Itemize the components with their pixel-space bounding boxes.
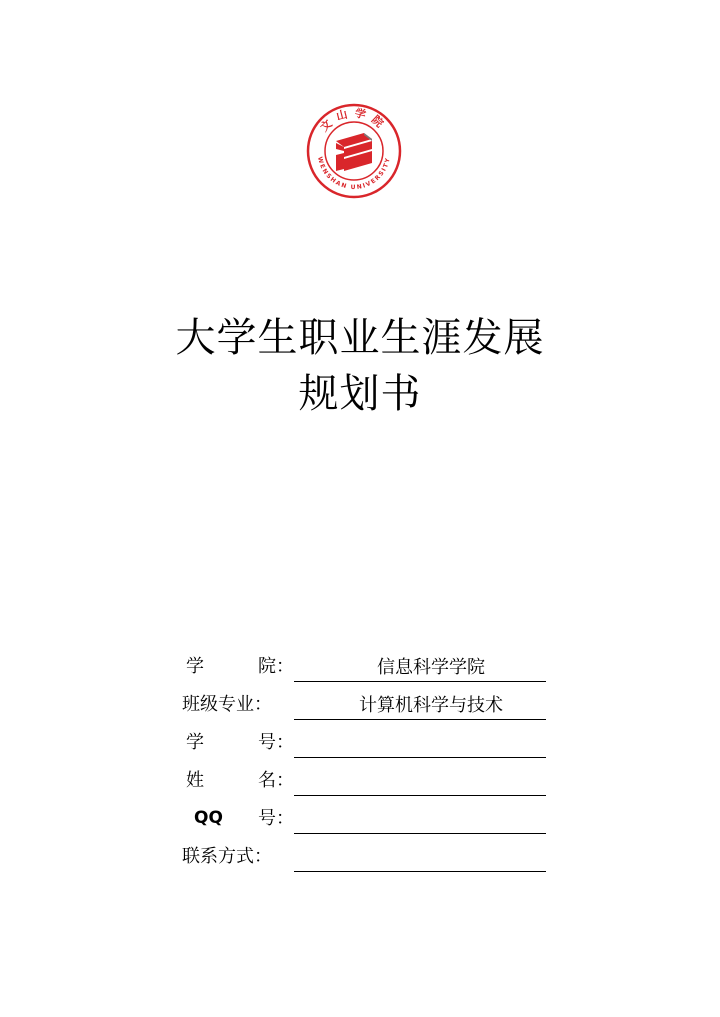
contact-field[interactable]: [294, 844, 546, 872]
name-field[interactable]: [294, 768, 546, 796]
form-label: [182, 810, 294, 828]
label-part-b: 院: [258, 656, 276, 677]
svg-text:WENSHAN UNIVERSITY: WENSHAN UNIVERSITY: [316, 156, 392, 191]
label-part-a: 联系方式: [182, 846, 254, 867]
form-label: [182, 848, 294, 866]
svg-text:文山学院: 文山学院: [317, 106, 391, 135]
label-colon: ：: [276, 656, 294, 677]
university-seal-logo: [306, 103, 402, 199]
label-colon: ：: [276, 732, 294, 753]
label-colon: ：: [254, 694, 272, 715]
form-row-qq: [182, 804, 546, 834]
label-part-a: QQ: [194, 808, 223, 828]
label-part-b: 号: [258, 808, 276, 829]
form-label: [182, 696, 294, 714]
document-title-line1: 大学生职业生涯发展: [175, 315, 545, 361]
document-title-line2: 规划书: [298, 371, 422, 417]
label-part-a: 学: [186, 656, 204, 677]
form-label: [182, 658, 294, 676]
student-id-field[interactable]: [294, 730, 546, 758]
major-field[interactable]: 计算机科学与技术: [294, 692, 546, 720]
form-row-name: [182, 766, 546, 796]
form-row-major: [182, 690, 546, 720]
label-part-a: 班级专业: [182, 694, 254, 715]
form-row-college: [182, 652, 546, 682]
label-part-a: 姓: [186, 770, 204, 791]
label-part-b: 号: [258, 732, 276, 753]
form-row-student-id: [182, 728, 546, 758]
label-part-a: 学: [186, 732, 204, 753]
form-label: [182, 772, 294, 790]
label-colon: ：: [276, 808, 294, 829]
label-colon: ：: [276, 770, 294, 791]
form-label: [182, 734, 294, 752]
form-row-contact: [182, 842, 546, 872]
label-colon: ：: [254, 846, 272, 867]
qq-field[interactable]: [294, 806, 546, 834]
college-field[interactable]: 信息科学学院: [294, 654, 546, 682]
label-part-b: 名: [258, 770, 276, 791]
